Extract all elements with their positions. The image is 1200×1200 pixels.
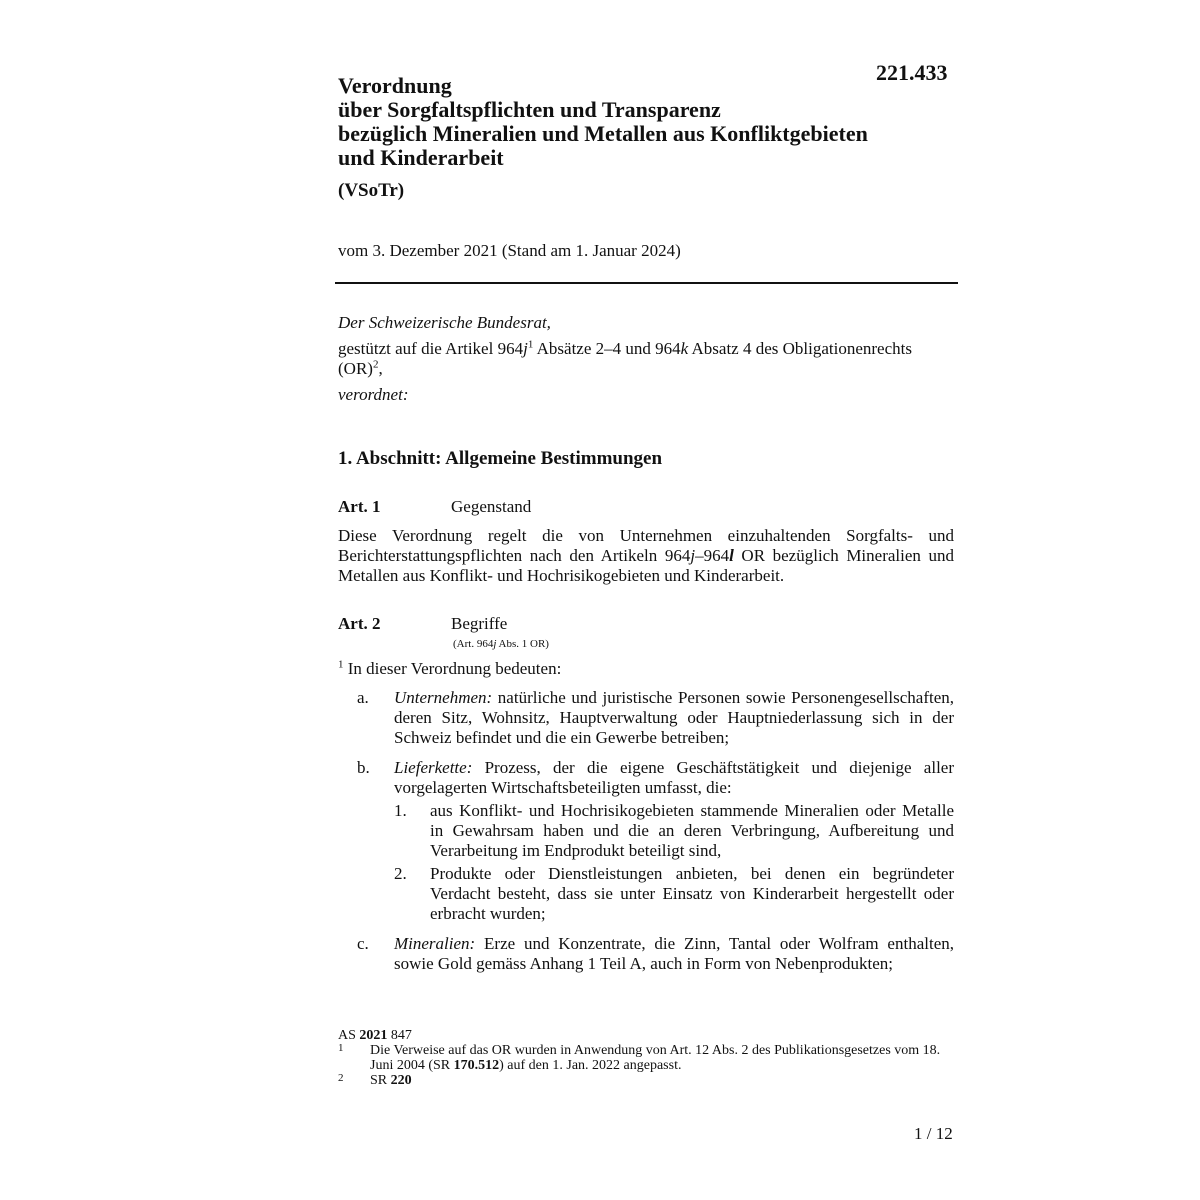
title-line: Verordnung [338, 73, 452, 98]
footnotes [338, 1028, 954, 1088]
article-2-reference: (Art. 964j Abs. 1 OR) [453, 638, 549, 650]
page-number: 1 / 12 [914, 1124, 953, 1143]
footnote-number: 1 [338, 1042, 344, 1054]
footnote-text: Die Verweise auf das OR wurden in Anwendung von Art. 12 Abs. 2 des Publikationsgesetzes vom 18. Juni 2004 (SR 170.512) auf den 1. Jan. 2022 angepasst. [370, 1043, 941, 1073]
list-item-text: Mineralien: Erze und Konzentrate, die Zinn, Tantal oder Wolfram enthalten, sowie Gold gemäss Anhang 1 Teil A, auch in Form von Nebenprodukten; [394, 934, 954, 973]
footnote-ref-1[interactable]: 1 [527, 338, 534, 351]
header-divider [335, 282, 958, 284]
document-title [338, 74, 958, 170]
footnote-number: 2 [338, 1072, 344, 1084]
article-2-label: Art. 2 [338, 614, 381, 633]
sub-list-marker: 2. [394, 864, 407, 883]
preamble-basis: gestützt auf die Artikel $964j^1$ Absätze 2–4 und 964k Absatz 4 des Obligationenrechts (OR)$^2$, [338, 338, 912, 378]
sub-list-item-text: Produkte oder Dienstleistungen anbieten, bei denen ein begründeter Verdacht besteht, dass sie unter Einsatz von Kinderarbeit hergestellt oder erbracht wurden; [430, 864, 954, 923]
as-reference: AS 2021 847 [338, 1028, 412, 1043]
list-item-text: Lieferkette: Prozess, der die eigene Geschäftstätigkeit und diejenige aller vorgelagerten Wirtschaftsbeteiligten umfasst, die: [394, 758, 954, 797]
list-marker: c. [357, 934, 369, 953]
list-marker: a. [357, 688, 369, 707]
document-abbreviation: (VSoTr) [338, 180, 405, 201]
preamble-authority: Der Schweizerische Bundesrat, [338, 313, 551, 332]
sr-number: 221.433 [876, 60, 948, 85]
article-1-title: Gegenstand [451, 497, 532, 516]
title-line: und Kinderarbeit [338, 145, 504, 170]
title-line: bezüglich Mineralien und Metallen aus Konfliktgebieten [338, 121, 868, 146]
section-heading: 1. Abschnitt: Allgemeine Bestimmungen [338, 448, 663, 469]
paragraph-number: 1 [338, 658, 344, 671]
document-date: vom 3. Dezember 2021 (Stand am 1. Januar 2024) [338, 241, 681, 260]
sub-list-item-text: aus Konflikt- und Hochrisikogebieten stammende Mineralien oder Metalle in Gewahrsam haben und die an deren Verbringung, Aufbereitung und Verarbeitung im Endprodukt beteiligt sind, [430, 801, 954, 860]
article-2-intro: $^1$ In dieser Verordnung bedeuten: [338, 658, 562, 678]
article-1-label: Art. 1 [338, 497, 381, 516]
article-1-text: Diese Verordnung regelt die von Unternehmen einzuhaltenden Sorgfalts- und Berichterstattungspflichten nach den Artikeln 964j–964l OR bezüglich Mineralien und Metallen aus Konflikt- und Hochrisikogebieten und Kinderarbeit. [338, 526, 954, 585]
footnote-1 [338, 1043, 954, 1073]
article-2-title: Begriffe [451, 614, 508, 633]
preamble-decree: verordnet: [338, 385, 409, 404]
footnote-ref-2[interactable]: 2 [372, 358, 379, 371]
footnote-2 [338, 1073, 954, 1088]
sub-list-marker: 1. [394, 801, 407, 820]
list-marker: b. [357, 758, 370, 777]
list-item-text: Unternehmen: natürliche und juristische Personen sowie Personengesellschaften, deren Sitz, Wohnsitz, Hauptverwaltung oder Hauptniederlassung sich in der Schweiz befindet und die ein Gewerbe betreiben; [394, 688, 954, 747]
footnote-text: SR 220 [370, 1073, 412, 1088]
title-line: über Sorgfaltspflichten und Transparenz [338, 97, 721, 122]
